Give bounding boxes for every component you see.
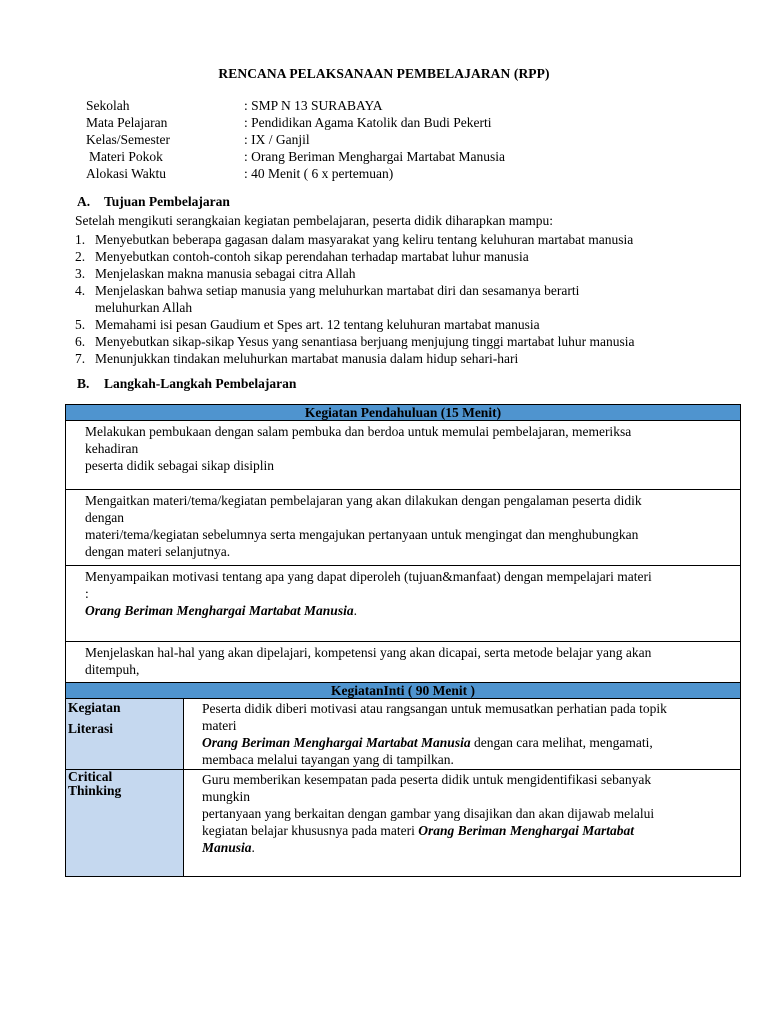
info-label: Sekolah <box>86 98 130 113</box>
info-value: : SMP N 13 SURABAYA <box>244 98 383 113</box>
list-number: 6. <box>75 334 86 349</box>
text-line: Mengaitkan materi/tema/kegiatan pembelajaran yang akan dilakukan dengan pengalaman peserta didik <box>85 493 642 508</box>
section-b-heading <box>77 376 296 392</box>
intro-text: Setelah mengikuti serangkaian kegiatan pembelajaran, peserta didik diharapkan mampu: <box>75 213 553 228</box>
cell-text <box>184 699 740 768</box>
list-text-line: Menjelaskan bahwa setiap manusia yang meluhurkan martabat diri dan sesamanya berarti <box>95 283 580 298</box>
label-line: Kegiatan <box>68 700 121 715</box>
list-number: 3. <box>75 266 86 281</box>
text-line: dengan materi selanjutnya. <box>85 544 231 559</box>
text-line: mungkin <box>202 789 251 804</box>
table-row <box>66 405 741 421</box>
table-cell <box>184 699 741 770</box>
info-row-materi-pokok <box>86 148 505 165</box>
list-text: Menunjukkan tindakan meluhurkan martabat manusia dalam hidup sehari-hari <box>95 351 519 366</box>
list-item <box>75 248 735 265</box>
list-item <box>75 282 735 316</box>
list-number: 1. <box>75 232 86 247</box>
table-cell <box>66 490 741 566</box>
text-line: ditempuh, <box>85 662 140 677</box>
text-line: pertanyaan yang berkaitan dengan gambar yang disajikan dan akan dijawab melalui <box>202 806 655 821</box>
list-text <box>95 282 735 316</box>
text-line: Guru memberikan kesempatan pada peserta didik untuk mengidentifikasi sebanyak <box>202 772 652 787</box>
list-text: Menyebutkan contoh-contoh sikap perendahan terhadap martabat luhur manusia <box>95 249 529 264</box>
text-line: materi <box>202 718 237 733</box>
info-row-sekolah <box>86 97 505 114</box>
text-line: Peserta didik diberi motivasi atau rangsangan untuk memusatkan perhatian pada topik <box>202 701 667 716</box>
table-row <box>66 566 741 642</box>
info-value: : IX / Ganjil <box>244 132 310 147</box>
text-line <box>85 602 730 619</box>
info-row-alokasi-waktu <box>86 165 505 182</box>
table-row <box>66 683 741 699</box>
text-fragment: kegiatan belajar khususnya pada materi <box>202 823 419 838</box>
section-title: Langkah-Langkah Pembelajaran <box>104 376 297 391</box>
table-cell <box>66 642 741 683</box>
list-number: 4. <box>75 283 86 298</box>
section-number: B. <box>77 376 90 391</box>
text-line: kehadiran <box>85 441 139 456</box>
info-row-kelas-semester <box>86 131 505 148</box>
info-value: : Orang Beriman Menghargai Martabat Manusia <box>244 149 506 164</box>
list-item <box>75 316 735 333</box>
cell-text <box>66 421 740 474</box>
info-label: Alokasi Waktu <box>86 166 167 181</box>
section-a-heading <box>77 194 230 210</box>
text-line: membaca melalui tayangan yang di tampilkan. <box>202 752 454 767</box>
cell-text <box>66 566 740 619</box>
emphasis-text: Orang Beriman Menghargai Martabat Manusia <box>202 735 471 750</box>
text-line: materi/tema/kegiatan sebelumnya serta mengajukan pertanyaan untuk mengingat dan menghubungkan <box>85 527 639 542</box>
text-line: Melakukan pembukaan dengan salam pembuka dan berdoa untuk memulai pembelajaran, memeriksa <box>85 424 632 439</box>
list-text-line: meluhurkan Allah <box>95 300 193 315</box>
text-line <box>202 734 730 751</box>
label-line: Thinking <box>68 783 122 798</box>
list-item <box>75 350 735 367</box>
text-line: peserta didik sebagai sikap disiplin <box>85 458 274 473</box>
document-title: RENCANA PELAKSANAAN PEMBELAJARAN (RPP) <box>218 66 550 81</box>
text-fragment: dengan cara melihat, mengamati, <box>470 735 653 750</box>
emphasis-text: Orang Beriman Menghargai Martabat Manusia <box>85 603 354 618</box>
list-item <box>75 231 735 248</box>
table-row <box>66 490 741 566</box>
table-cell <box>66 566 741 642</box>
table-header-pendahuluan: Kegiatan Pendahuluan (15 Menit) <box>66 405 741 421</box>
section-title: Tujuan Pembelajaran <box>104 194 230 209</box>
list-text: Menyebutkan sikap-sikap Yesus yang senantiasa berjuang menjujung tinggi martabat luhur manusia <box>95 334 635 349</box>
text-line: dengan <box>85 510 124 525</box>
table-cell <box>184 770 741 877</box>
info-label: Mata Pelajaran <box>86 115 168 130</box>
table-row <box>66 770 741 877</box>
cell-text <box>66 642 740 678</box>
table-row <box>66 699 741 770</box>
text-line <box>202 839 730 856</box>
text-fragment: . <box>251 840 255 855</box>
info-value: : 40 Menit ( 6 x pertemuan) <box>244 166 394 181</box>
list-text: Menjelaskan makna manusia sebagai citra Allah <box>95 266 356 281</box>
info-value: : Pendidikan Agama Katolik dan Budi Pekerti <box>244 115 492 130</box>
list-number: 2. <box>75 249 86 264</box>
emphasis-text: Orang Beriman Menghargai Martabat <box>418 823 634 838</box>
label-line: Literasi <box>68 721 113 736</box>
info-row-mata-pelajaran <box>86 114 505 131</box>
text-fragment: . <box>353 603 357 618</box>
text-line: : <box>85 586 89 601</box>
cell-text <box>66 490 740 560</box>
row-label-critical-thinking <box>66 770 184 877</box>
table-row <box>66 421 741 490</box>
list-item <box>75 265 735 282</box>
list-item <box>75 333 735 350</box>
cell-text <box>184 770 740 856</box>
text-line <box>202 822 730 839</box>
goals-list <box>75 231 735 367</box>
info-label: Kelas/Semester <box>86 132 170 147</box>
row-label-literasi <box>66 699 184 770</box>
section-number: A. <box>77 194 91 209</box>
list-number: 5. <box>75 317 86 332</box>
label-line: Critical <box>68 769 113 784</box>
list-text: Memahami isi pesan Gaudium et Spes art. 12 tentang keluhuran martabat manusia <box>95 317 540 332</box>
table-row <box>66 642 741 683</box>
text-line: Menyampaikan motivasi tentang apa yang dapat diperoleh (tujuan&manfaat) dengan mempelajari materi <box>85 569 652 584</box>
list-text: Menyebutkan beberapa gagasan dalam masyarakat yang keliru tentang keluhuran martabat manusia <box>95 232 634 247</box>
info-label: Materi Pokok <box>89 149 163 164</box>
text-line: Menjelaskan hal-hal yang akan dipelajari, kompetensi yang akan dicapai, serta metode belajar yang akan <box>85 645 652 660</box>
activities-table <box>65 404 741 877</box>
table-header-inti: KegiatanInti ( 90 Menit ) <box>66 683 741 699</box>
emphasis-text: Manusia <box>202 840 252 855</box>
table-cell <box>66 421 741 490</box>
list-number: 7. <box>75 351 86 366</box>
info-block <box>86 97 505 182</box>
